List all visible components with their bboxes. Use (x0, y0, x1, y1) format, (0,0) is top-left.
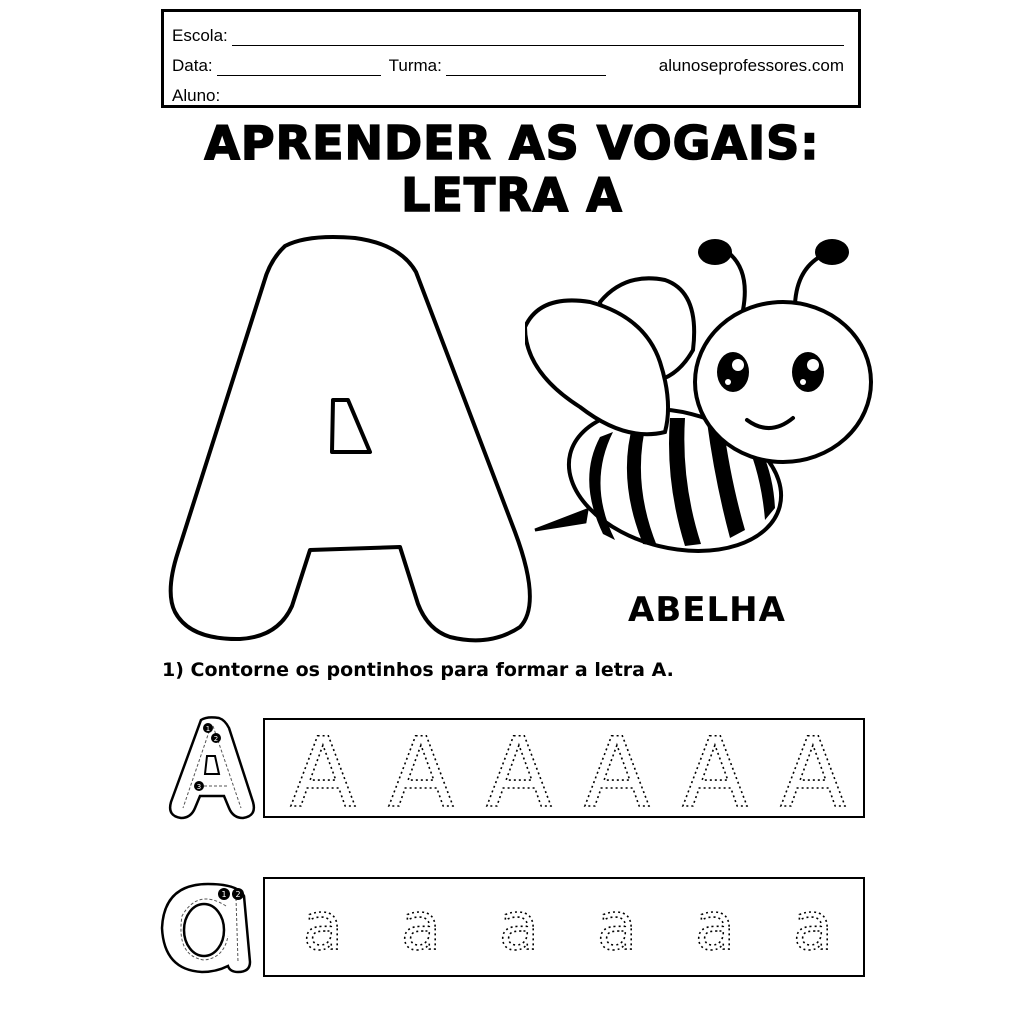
school-label: Escola: (172, 26, 228, 45)
stroke-number-2: 2 (213, 735, 219, 743)
uppercase-tracing-box[interactable] (263, 718, 865, 818)
student-row (172, 86, 838, 106)
dotted-letter-lowercase: a (302, 888, 344, 965)
class-field[interactable] (446, 61, 606, 76)
dotted-letter-uppercase: A (388, 720, 454, 816)
dotted-letter-uppercase: A (486, 720, 552, 816)
student-field[interactable] (224, 91, 838, 106)
website-text: alunoseprofessores.com (658, 56, 844, 75)
word-label: ABELHA (628, 590, 786, 630)
school-row (172, 26, 844, 46)
page-title-line2: LETRA A (401, 168, 623, 222)
dotted-letter-lowercase: a (400, 888, 442, 965)
date-field[interactable] (217, 61, 381, 76)
dotted-letter-lowercase: a (596, 888, 638, 965)
page-title-line1: APRENDER AS VOGAIS: (204, 116, 820, 170)
dotted-letter-uppercase: A (584, 720, 650, 816)
lowercase-a-guide-icon (158, 876, 258, 976)
student-label: Aluno: (172, 86, 221, 105)
header-form (161, 9, 861, 108)
stroke-number-3: 3 (196, 783, 202, 791)
dotted-letter-uppercase: A (682, 720, 748, 816)
lowercase-tracing-box[interactable] (263, 877, 865, 977)
stroke-number-2: 2 (235, 890, 241, 899)
dotted-letter-lowercase: a (498, 888, 540, 965)
dotted-letter-uppercase: A (780, 720, 846, 816)
school-field[interactable] (232, 31, 844, 46)
date-label: Data: (172, 56, 213, 75)
uppercase-a-guide-icon (163, 712, 263, 822)
exercise-instruction: 1) Contorne os pontinhos para formar a letra A. (162, 659, 674, 681)
dotted-letter-uppercase: A (290, 720, 356, 816)
date-row (172, 56, 606, 76)
stroke-number-1: 1 (221, 890, 227, 899)
big-letter-a-icon (160, 232, 560, 652)
dotted-letter-lowercase: a (792, 888, 834, 965)
stroke-number-1: 1 (205, 725, 211, 733)
class-label: Turma: (388, 56, 442, 75)
bee-icon (525, 232, 885, 572)
dotted-letter-lowercase: a (694, 888, 736, 965)
